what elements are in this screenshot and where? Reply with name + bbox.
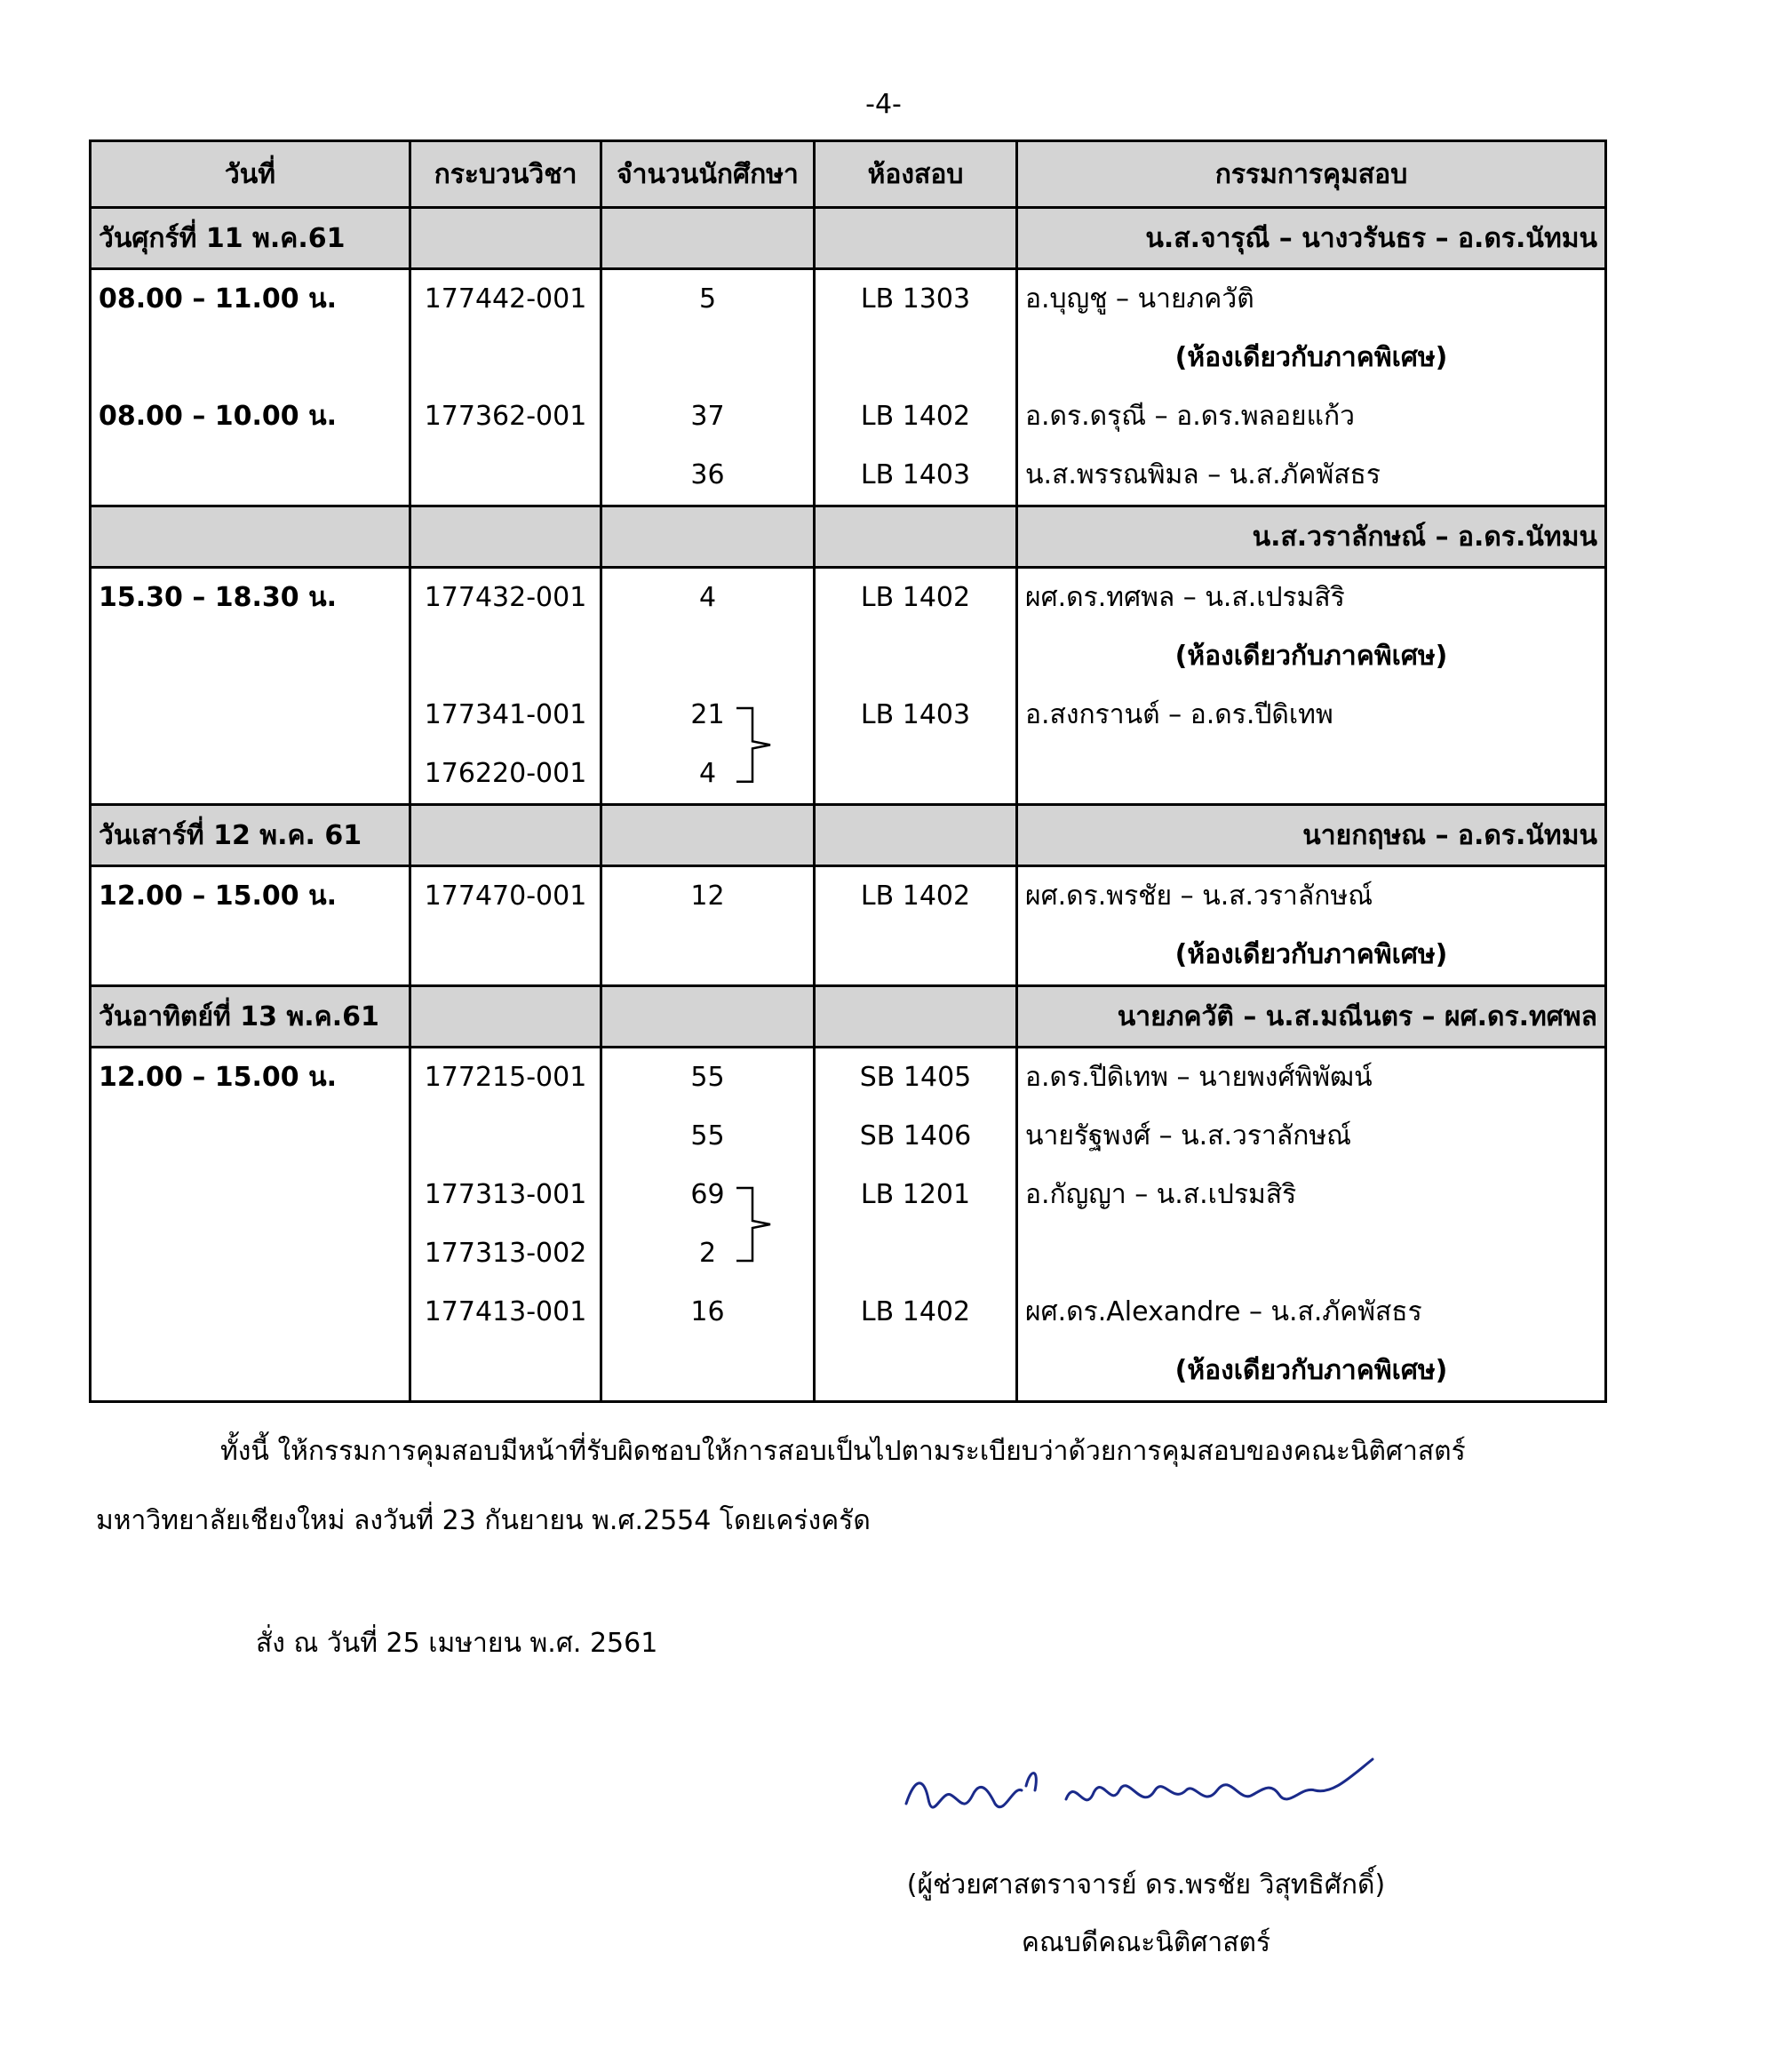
cell-course	[410, 1107, 601, 1166]
group-header-row	[91, 805, 1606, 866]
cell-time	[91, 745, 410, 805]
cell-time	[91, 627, 410, 686]
cell-students: 16	[601, 1283, 815, 1342]
group-empty-students	[601, 208, 815, 269]
table-row	[91, 329, 1606, 387]
cell-room	[815, 926, 1017, 986]
cell-room: LB 1402	[815, 568, 1017, 628]
table-row	[91, 1342, 1606, 1402]
cell-course	[410, 1342, 601, 1402]
cell-students: 21	[601, 686, 815, 745]
page-number: -4-	[865, 89, 902, 120]
cell-committee: อ.สงกรานต์ – อ.ดร.ปีดิเทพ	[1017, 686, 1606, 745]
bracket-brace	[735, 1186, 779, 1263]
cell-room: LB 1402	[815, 1283, 1017, 1342]
table-row	[91, 568, 1606, 628]
cell-students: 2	[601, 1224, 815, 1283]
cell-course	[410, 446, 601, 506]
cell-course: 177470-001	[410, 866, 601, 927]
header-room: ห้องสอบ	[815, 141, 1017, 208]
cell-time	[91, 686, 410, 745]
table-row	[91, 866, 1606, 927]
header-committee: กรรมการคุมสอบ	[1017, 141, 1606, 208]
table-row	[91, 926, 1606, 986]
cell-note: (ห้องเดียวกับภาคพิเศษ)	[1017, 926, 1606, 986]
cell-time	[91, 329, 410, 387]
bracket-path	[736, 1188, 770, 1261]
group-header-row	[91, 506, 1606, 568]
cell-committee: นายรัฐพงศ์ – น.ส.วราลักษณ์	[1017, 1107, 1606, 1166]
header-course: กระบวนวิชา	[410, 141, 601, 208]
signature-image	[888, 1741, 1386, 1839]
table-row	[91, 1107, 1606, 1166]
cell-committee: อ.ดร.ดรุณี – อ.ดร.พลอยแก้ว	[1017, 387, 1606, 446]
group-supervisors: น.ส.จารุณี – นางวรันธร – อ.ดร.นัทมน	[1017, 208, 1606, 269]
cell-note: (ห้องเดียวกับภาคพิเศษ)	[1017, 329, 1606, 387]
cell-time: 15.30 – 18.30 น.	[91, 568, 410, 628]
cell-room	[815, 329, 1017, 387]
table-row	[91, 1283, 1606, 1342]
cell-room	[815, 1224, 1017, 1283]
cell-committee: ผศ.ดร.Alexandre – น.ส.ภัคพัสธร	[1017, 1283, 1606, 1342]
header-students: จำนวนนักศึกษา	[601, 141, 815, 208]
cell-students: 69	[601, 1166, 815, 1224]
cell-time: 08.00 – 10.00 น.	[91, 387, 410, 446]
cell-course: 177432-001	[410, 568, 601, 628]
cell-note: (ห้องเดียวกับภาคพิเศษ)	[1017, 1342, 1606, 1402]
cell-course	[410, 926, 601, 986]
cell-course: 177313-002	[410, 1224, 601, 1283]
group-supervisors: นายภควัติ – น.ส.มณีนตร – ผศ.ดร.ทศพล	[1017, 986, 1606, 1048]
table-row	[91, 387, 1606, 446]
group-empty-room	[815, 506, 1017, 568]
table-body	[91, 208, 1606, 1402]
table-row	[91, 745, 1606, 805]
group-empty-room	[815, 805, 1017, 866]
cell-course: 177442-001	[410, 269, 601, 330]
cell-committee: ผศ.ดร.ทศพล – น.ส.เปรมสิริ	[1017, 568, 1606, 628]
signatory-title: คณบดีคณะนิติศาสตร์	[1021, 1927, 1271, 1958]
cell-students: 4	[601, 568, 815, 628]
table-row	[91, 1166, 1606, 1224]
cell-time: 12.00 – 15.00 น.	[91, 866, 410, 927]
cell-course: 177362-001	[410, 387, 601, 446]
cell-committee: ผศ.ดร.พรชัย – น.ส.วราลักษณ์	[1017, 866, 1606, 927]
table-row	[91, 269, 1606, 330]
cell-course: 176220-001	[410, 745, 601, 805]
cell-students: 37	[601, 387, 815, 446]
cell-time	[91, 1342, 410, 1402]
table-row	[91, 446, 1606, 506]
group-empty-students	[601, 805, 815, 866]
bracket-brace	[735, 706, 779, 784]
cell-course: 177413-001	[410, 1283, 601, 1342]
cell-room	[815, 1342, 1017, 1402]
paragraph-line-1: ทั้งนี้ ให้กรรมการคุมสอบมีหน้าที่รับผิดชอบให้การสอบเป็นไปตามระเบียบว่าด้วยการคุมสอบของคณะนิติศาสตร์	[220, 1436, 1466, 1467]
cell-students: 55	[601, 1107, 815, 1166]
signature-scribble	[888, 1741, 1386, 1839]
cell-time	[91, 446, 410, 506]
cell-time	[91, 1224, 410, 1283]
group-empty-course	[410, 208, 601, 269]
cell-course	[410, 329, 601, 387]
exam-schedule-table	[89, 139, 1607, 1403]
cell-students	[601, 1342, 815, 1402]
cell-students	[601, 627, 815, 686]
cell-time	[91, 1166, 410, 1224]
cell-course: 177341-001	[410, 686, 601, 745]
table-row	[91, 627, 1606, 686]
cell-committee: อ.บุญชู – นายภควัติ	[1017, 269, 1606, 330]
cell-room: SB 1406	[815, 1107, 1017, 1166]
cell-students	[601, 329, 815, 387]
table-header-row	[91, 141, 1606, 208]
table-row	[91, 686, 1606, 745]
cell-committee	[1017, 745, 1606, 805]
cell-committee: อ.กัญญา – น.ส.เปรมสิริ	[1017, 1166, 1606, 1224]
cell-course: 177313-001	[410, 1166, 601, 1224]
group-date: วันเสาร์ที่ 12 พ.ค. 61	[91, 805, 410, 866]
table-row	[91, 1048, 1606, 1108]
paragraph-line-2: มหาวิทยาลัยเชียงใหม่ ลงวันที่ 23 กันยายน พ.ศ.2554 โดยเคร่งครัด	[96, 1505, 871, 1536]
cell-committee	[1017, 1224, 1606, 1283]
cell-students	[601, 926, 815, 986]
header-date: วันที่	[91, 141, 410, 208]
cell-students: 36	[601, 446, 815, 506]
group-header-row	[91, 986, 1606, 1048]
group-empty-room	[815, 986, 1017, 1048]
cell-note: (ห้องเดียวกับภาคพิเศษ)	[1017, 627, 1606, 686]
group-empty-course	[410, 805, 601, 866]
cell-room: LB 1403	[815, 686, 1017, 745]
signatory-name: (ผู้ช่วยศาสตราจารย์ ดร.พรชัย วิสุทธิศักดิ์)	[906, 1869, 1386, 1901]
group-date: วันอาทิตย์ที่ 13 พ.ค.61	[91, 986, 410, 1048]
group-supervisors: น.ส.วราลักษณ์ – อ.ดร.นัทมน	[1017, 506, 1606, 568]
cell-room: LB 1201	[815, 1166, 1017, 1224]
cell-time	[91, 1107, 410, 1166]
cell-committee: อ.ดร.ปีดิเทพ – นายพงศ์พิพัฒน์	[1017, 1048, 1606, 1108]
group-date	[91, 506, 410, 568]
group-empty-room	[815, 208, 1017, 269]
group-empty-course	[410, 986, 601, 1048]
table-row	[91, 1224, 1606, 1283]
group-supervisors: นายกฤษณ – อ.ดร.นัทมน	[1017, 805, 1606, 866]
bracket-path	[736, 708, 770, 782]
cell-committee: น.ส.พรรณพิมล – น.ส.ภัคพัสธร	[1017, 446, 1606, 506]
cell-room	[815, 627, 1017, 686]
cell-time: 08.00 – 11.00 น.	[91, 269, 410, 330]
cell-time	[91, 926, 410, 986]
cell-room: LB 1402	[815, 866, 1017, 927]
cell-room	[815, 745, 1017, 805]
cell-students: 4	[601, 745, 815, 805]
cell-course	[410, 627, 601, 686]
cell-students: 12	[601, 866, 815, 927]
order-date: สั่ง ณ วันที่ 25 เมษายน พ.ศ. 2561	[256, 1628, 658, 1659]
group-empty-students	[601, 986, 815, 1048]
group-header-row	[91, 208, 1606, 269]
cell-students: 55	[601, 1048, 815, 1108]
cell-room: SB 1405	[815, 1048, 1017, 1108]
group-date: วันศุกร์ที่ 11 พ.ค.61	[91, 208, 410, 269]
cell-time: 12.00 – 15.00 น.	[91, 1048, 410, 1108]
cell-course: 177215-001	[410, 1048, 601, 1108]
cell-time	[91, 1283, 410, 1342]
cell-room: LB 1303	[815, 269, 1017, 330]
cell-students: 5	[601, 269, 815, 330]
group-empty-students	[601, 506, 815, 568]
cell-room: LB 1403	[815, 446, 1017, 506]
cell-room: LB 1402	[815, 387, 1017, 446]
group-empty-course	[410, 506, 601, 568]
